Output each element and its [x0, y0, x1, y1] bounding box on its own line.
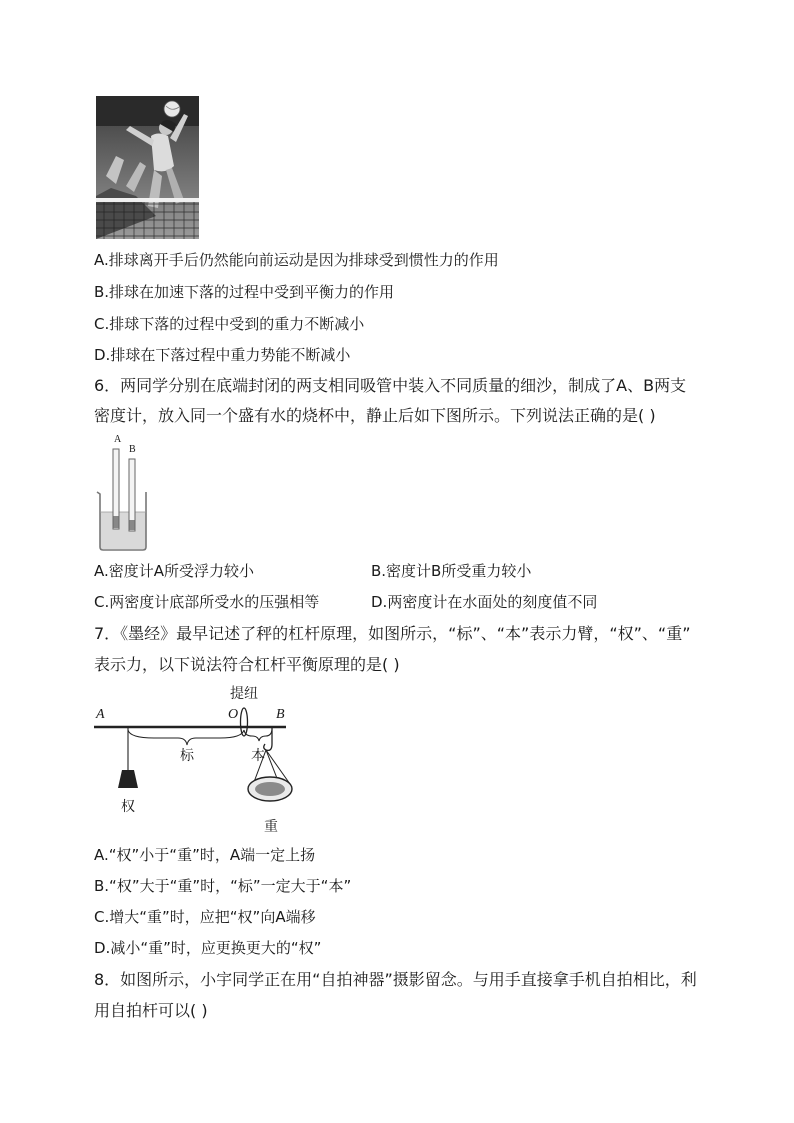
q6-label-b: B [129, 444, 136, 455]
q7-option-a: A.“权”小于“重”时，A端一定上扬 [94, 846, 316, 864]
q7-label-tizhu: 提纽 [230, 687, 258, 702]
q5-option-b: B.排球在加速下落的过程中受到平衡力的作用 [94, 283, 395, 301]
q6-option-b: B.密度计B所受重力较小 [371, 562, 532, 580]
q7-label-b: B [276, 707, 285, 722]
q8-stem-line2: 用自拍杆可以( ) [94, 1001, 208, 1020]
q7-option-c: C.增大“重”时，应把“权”向A端移 [94, 908, 316, 926]
q7-stem-line2: 表示力，以下说法符合杠杆平衡原理的是( ) [94, 655, 400, 674]
q6-stem-line1: 6．两同学分别在底端封闭的两支相同吸管中装入不同质量的细沙，制成了A、B两支 [94, 376, 687, 395]
q8-stem-line1: 8．如图所示，小宇同学正在用“自拍神器”摄影留念。与用手直接拿手机自拍相比，利 [94, 970, 697, 989]
q6-stem-line2: 密度计，放入同一个盛有水的烧杯中，静止后如下图所示。下列说法正确的是( ) [94, 406, 656, 425]
q7-option-d: D.减小“重”时，应更换更大的“权” [94, 939, 322, 957]
q7-label-ben: 本 [251, 749, 265, 764]
q5-option-d: D.排球在下落过程中重力势能不断减小 [94, 346, 351, 364]
q7-label-biao: 标 [180, 749, 194, 764]
q6-option-d: D.两密度计在水面处的刻度值不同 [371, 593, 598, 611]
q6-option-c: C.两密度计底部所受水的压强相等 [94, 593, 320, 611]
q5-option-c: C.排球下落的过程中受到的重力不断减小 [94, 315, 365, 333]
volleyball-photo [96, 96, 199, 239]
q7-label-zhong: 重 [264, 820, 278, 835]
q7-label-quan: 权 [121, 800, 135, 815]
q7-stem-line1: 7．《墨经》最早记述了秤的杠杆原理，如图所示，“标”、“本”表示力臂，“权”、“重” [94, 624, 691, 643]
q5-option-a: A.排球离开手后仍然能向前运动是因为排球受到惯性力的作用 [94, 251, 499, 269]
q7-steelyard-figure [94, 682, 304, 837]
q6-option-a: A.密度计A所受浮力较小 [94, 562, 255, 580]
q7-label-o: O [228, 707, 239, 722]
q6-beaker-figure [94, 434, 154, 554]
q6-label-a: A [114, 434, 122, 445]
q7-option-b: B.“权”大于“重”时，“标”一定大于“本” [94, 877, 352, 895]
q7-label-a: A [96, 707, 105, 722]
